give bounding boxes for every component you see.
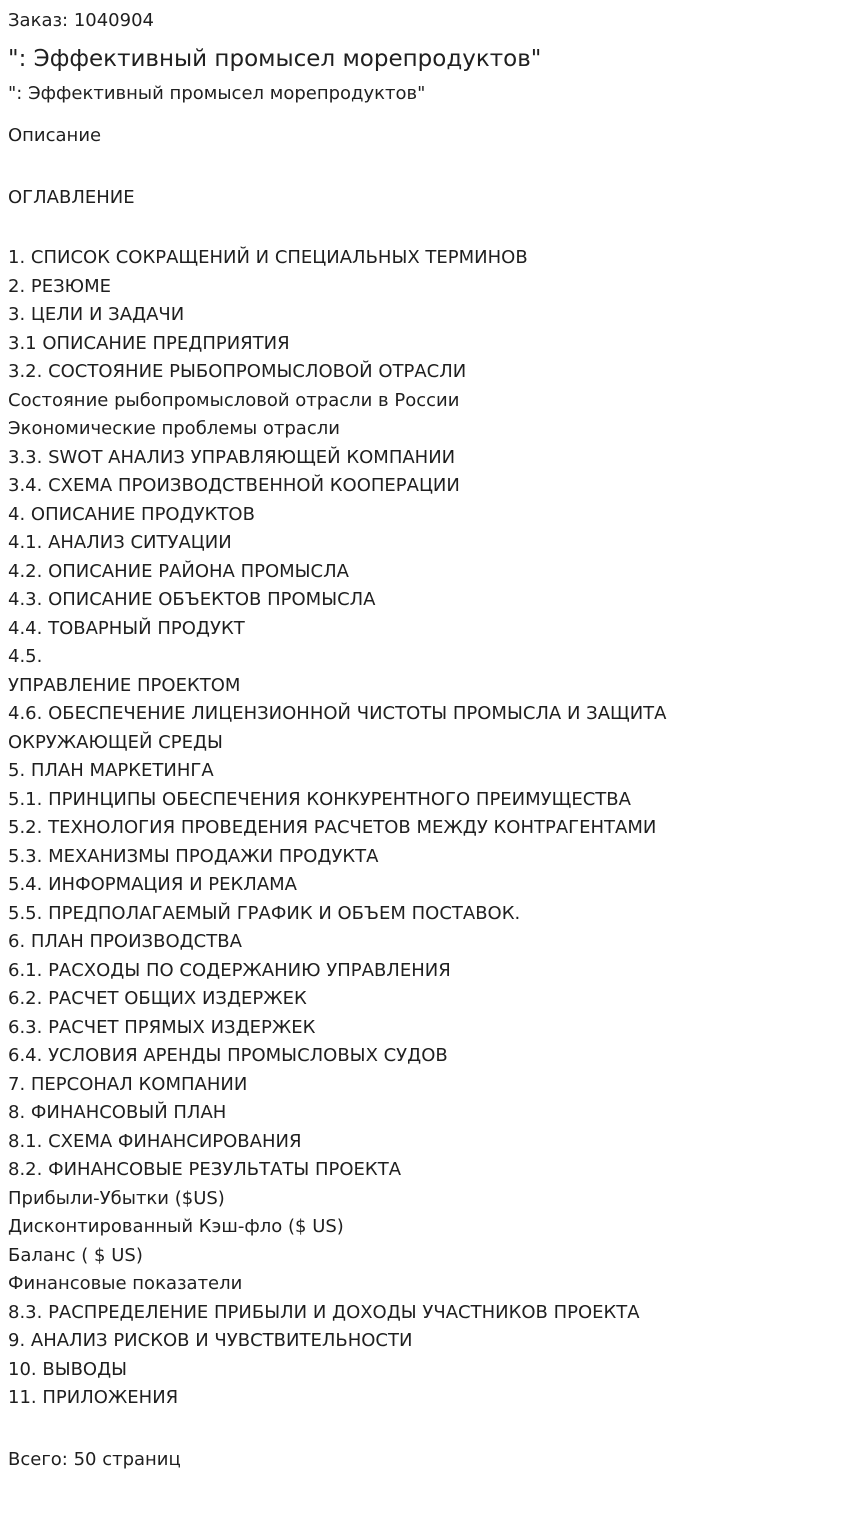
description-label: Описание bbox=[8, 125, 102, 146]
toc-item: 3.4. СХЕМА ПРОИЗВОДСТВЕННОЙ КООПЕРАЦИИ bbox=[8, 475, 460, 496]
toc-item: 5.1. ПРИНЦИПЫ ОБЕСПЕЧЕНИЯ КОНКУРЕНТНОГО ПРЕИМУЩЕСТВА bbox=[8, 788, 631, 810]
toc-item: Финансовые показатели bbox=[8, 1273, 243, 1294]
toc-item: УПРАВЛЕНИЕ ПРОЕКТОМ bbox=[8, 674, 241, 696]
toc-item: 2. РЕЗЮМЕ bbox=[8, 275, 111, 297]
toc-item: 4.3. ОПИСАНИЕ ОБЪЕКТОВ ПРОМЫСЛА bbox=[8, 589, 376, 610]
toc-item: 5. ПЛАН МАРКЕТИНГА bbox=[8, 760, 214, 781]
toc-item: 11. ПРИЛОЖЕНИЯ bbox=[8, 1387, 179, 1408]
toc-item: 6.3. РАСЧЕТ ПРЯМЫХ ИЗДЕРЖЕК bbox=[8, 1016, 316, 1038]
toc-item: 4.2. ОПИСАНИЕ РАЙОНА ПРОМЫСЛА bbox=[8, 560, 349, 582]
toc-item: 8.2. ФИНАНСОВЫЕ РЕЗУЛЬТАТЫ ПРОЕКТА bbox=[8, 1159, 402, 1180]
toc-item: 8.3. РАСПРЕДЕЛЕНИЕ ПРИБЫЛИ И ДОХОДЫ УЧАСТНИКОВ ПРОЕКТА bbox=[8, 1301, 640, 1323]
toc-item: Дисконтированный Кэш-фло ($ US) bbox=[8, 1216, 344, 1237]
toc-item: 6.1. РАСХОДЫ ПО СОДЕРЖАНИЮ УПРАВЛЕНИЯ bbox=[8, 959, 451, 981]
toc-item: 6.4. УСЛОВИЯ АРЕНДЫ ПРОМЫСЛОВЫХ СУДОВ bbox=[8, 1045, 448, 1066]
toc-item: Состояние рыбопромысловой отрасли в России bbox=[8, 389, 460, 411]
order-number: Заказ: 1040904 bbox=[8, 10, 154, 31]
total-pages: Всего: 50 страниц bbox=[8, 1448, 181, 1470]
toc-item: 8. ФИНАНСОВЫЙ ПЛАН bbox=[8, 1102, 227, 1123]
toc-item: 8.1. СХЕМА ФИНАНСИРОВАНИЯ bbox=[8, 1130, 302, 1152]
toc-item: 4.5. bbox=[8, 646, 43, 667]
toc-item: 1. СПИСОК СОКРАЩЕНИЙ И СПЕЦИАЛЬНЫХ ТЕРМИНОВ bbox=[8, 247, 528, 268]
toc-item: 6.2. РАСЧЕТ ОБЩИХ ИЗДЕРЖЕК bbox=[8, 988, 307, 1009]
toc-item: 4.4. ТОВАРНЫЙ ПРОДУКТ bbox=[8, 617, 245, 639]
page-title: ": Эффективный промысел морепродуктов" bbox=[8, 46, 542, 72]
toc-item: 5.5. ПРЕДПОЛАГАЕМЫЙ ГРАФИК И ОБЪЕМ ПОСТАВОК. bbox=[8, 902, 521, 924]
toc-item: 6. ПЛАН ПРОИЗВОДСТВА bbox=[8, 931, 242, 952]
toc-item: 3. ЦЕЛИ И ЗАДАЧИ bbox=[8, 304, 185, 325]
toc-item: Баланс ( $ US) bbox=[8, 1244, 143, 1266]
toc-item: 5.4. ИНФОРМАЦИЯ И РЕКЛАМА bbox=[8, 874, 297, 895]
toc-item: 7. ПЕРСОНАЛ КОМПАНИИ bbox=[8, 1073, 248, 1095]
toc-item: 5.2. ТЕХНОЛОГИЯ ПРОВЕДЕНИЯ РАСЧЕТОВ МЕЖДУ КОНТРАГЕНТАМИ bbox=[8, 817, 657, 838]
page-subtitle: ": Эффективный промысел морепродуктов" bbox=[8, 83, 426, 104]
toc-item: 3.3. SWOT АНАЛИЗ УПРАВЛЯЮЩЕЙ КОМПАНИИ bbox=[8, 446, 456, 468]
toc-item: 4.1. АНАЛИЗ СИТУАЦИИ bbox=[8, 532, 232, 553]
toc-item: 9. АНАЛИЗ РИСКОВ И ЧУВСТВИТЕЛЬНОСТИ bbox=[8, 1330, 413, 1351]
toc-item: 10. ВЫВОДЫ bbox=[8, 1358, 128, 1380]
toc-item: 3.2. СОСТОЯНИЕ РЫБОПРОМЫСЛОВОЙ ОТРАСЛИ bbox=[8, 361, 467, 382]
toc-item: 3.1 ОПИСАНИЕ ПРЕДПРИЯТИЯ bbox=[8, 332, 290, 354]
toc-item: Экономические проблемы отрасли bbox=[8, 418, 340, 439]
toc-item: 4.6. ОБЕСПЕЧЕНИЕ ЛИЦЕНЗИОННОЙ ЧИСТОТЫ ПРОМЫСЛА И ЗАЩИТА ОКРУЖАЮЩЕЙ СРЕДЫ bbox=[8, 703, 667, 753]
toc-item: 5.3. МЕХАНИЗМЫ ПРОДАЖИ ПРОДУКТА bbox=[8, 845, 379, 867]
toc-heading: ОГЛАВЛЕНИЕ bbox=[8, 187, 135, 208]
toc-item: 4. ОПИСАНИЕ ПРОДУКТОВ bbox=[8, 503, 255, 525]
table-of-contents bbox=[8, 244, 748, 1413]
toc-item: Прибыли-Убытки ($US) bbox=[8, 1187, 225, 1209]
